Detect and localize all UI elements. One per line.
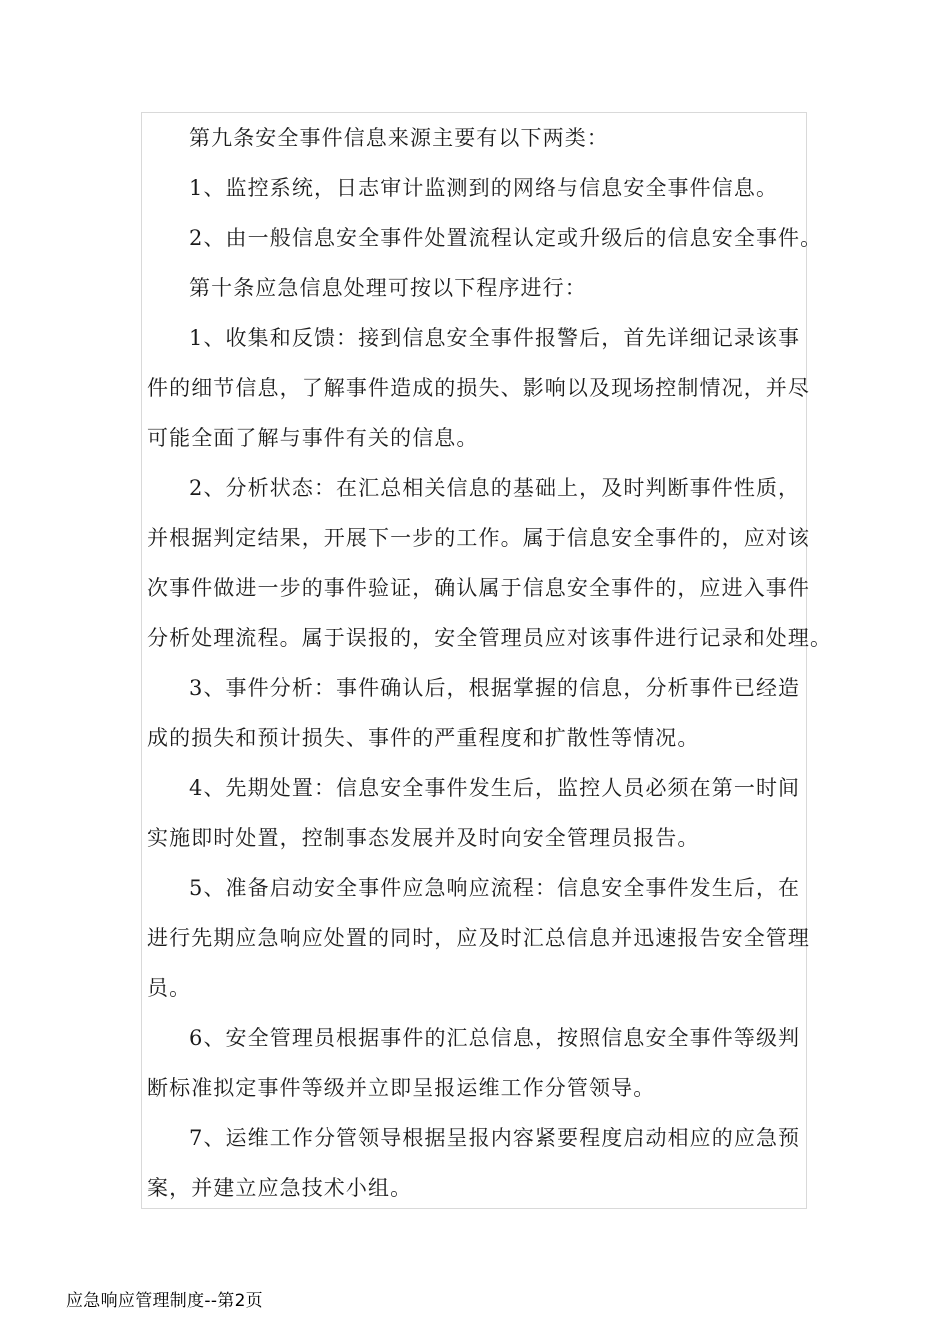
paragraph-line: 6、安全管理员根据事件的汇总信息，按照信息安全事件等级判 (189, 1026, 801, 1050)
paragraph-line: 2、由一般信息安全事件处置流程认定或升级后的信息安全事件。 (189, 226, 823, 250)
paragraph-line: 并根据判定结果，开展下一步的工作。属于信息安全事件的，应对该 (147, 526, 810, 550)
paragraph-line: 1、收集和反馈：接到信息安全事件报警后，首先详细记录该事 (189, 326, 801, 350)
paragraph-line: 进行先期应急响应处置的同时，应及时汇总信息并迅速报告安全管理 (147, 926, 810, 950)
paragraph-step-leader-activation (142, 1113, 806, 1213)
paragraph-line: 分析处理流程。属于误报的，安全管理员应对该事件进行记录和处理。 (147, 626, 833, 650)
paragraph-item-1 (142, 163, 806, 213)
paragraph-step-prepare-response (142, 863, 810, 1013)
paragraph-line: 断标准拟定事件等级并立即呈报运维工作分管领导。 (147, 1076, 656, 1100)
paragraph-step-event-analysis (142, 663, 806, 763)
paragraph-line: 员。 (147, 976, 192, 1000)
paragraph-line: 2、分析状态：在汇总相关信息的基础上，及时判断事件性质， (189, 476, 801, 500)
paragraph-line: 3、事件分析：事件确认后，根据掌握的信息，分析事件已经造 (189, 676, 801, 700)
paragraph-step-collect-feedback (142, 313, 810, 463)
paragraph-line: 可能全面了解与事件有关的信息。 (147, 426, 479, 450)
paragraph-line: 5、准备启动安全事件应急响应流程：信息安全事件发生后，在 (189, 876, 801, 900)
paragraph-article-9 (142, 113, 806, 163)
document-content-box (141, 112, 833, 1209)
paragraph-step-analyze-status (142, 463, 833, 663)
paragraph-line: 第十条应急信息处理可按以下程序进行： (189, 276, 587, 300)
paragraph-step-admin-grading (142, 1013, 806, 1113)
paragraph-line: 次事件做进一步的事件验证，确认属于信息安全事件的，应进入事件 (147, 576, 810, 600)
paragraph-line: 7、运维工作分管领导根据呈报内容紧要程度启动相应的应急预 (189, 1126, 801, 1150)
paragraph-line: 成的损失和预计损失、事件的严重程度和扩散性等情况。 (147, 726, 700, 750)
paragraph-line: 实施即时处置，控制事态发展并及时向安全管理员报告。 (147, 826, 700, 850)
paragraph-line: 1、监控系统，日志审计监测到的网络与信息安全事件信息。 (189, 176, 779, 200)
paragraph-step-initial-handling (142, 763, 806, 863)
paragraph-item-2 (142, 213, 823, 263)
paragraph-line: 件的细节信息，了解事件造成的损失、影响以及现场控制情况，并尽 (147, 376, 810, 400)
page-footer: 应急响应管理制度--第2页 (66, 1291, 263, 1311)
paragraph-article-10 (142, 263, 806, 313)
paragraph-line: 第九条安全事件信息来源主要有以下两类： (189, 126, 609, 150)
paragraph-line: 4、先期处置：信息安全事件发生后，监控人员必须在第一时间 (189, 776, 801, 800)
paragraph-line: 案，并建立应急技术小组。 (147, 1176, 413, 1200)
